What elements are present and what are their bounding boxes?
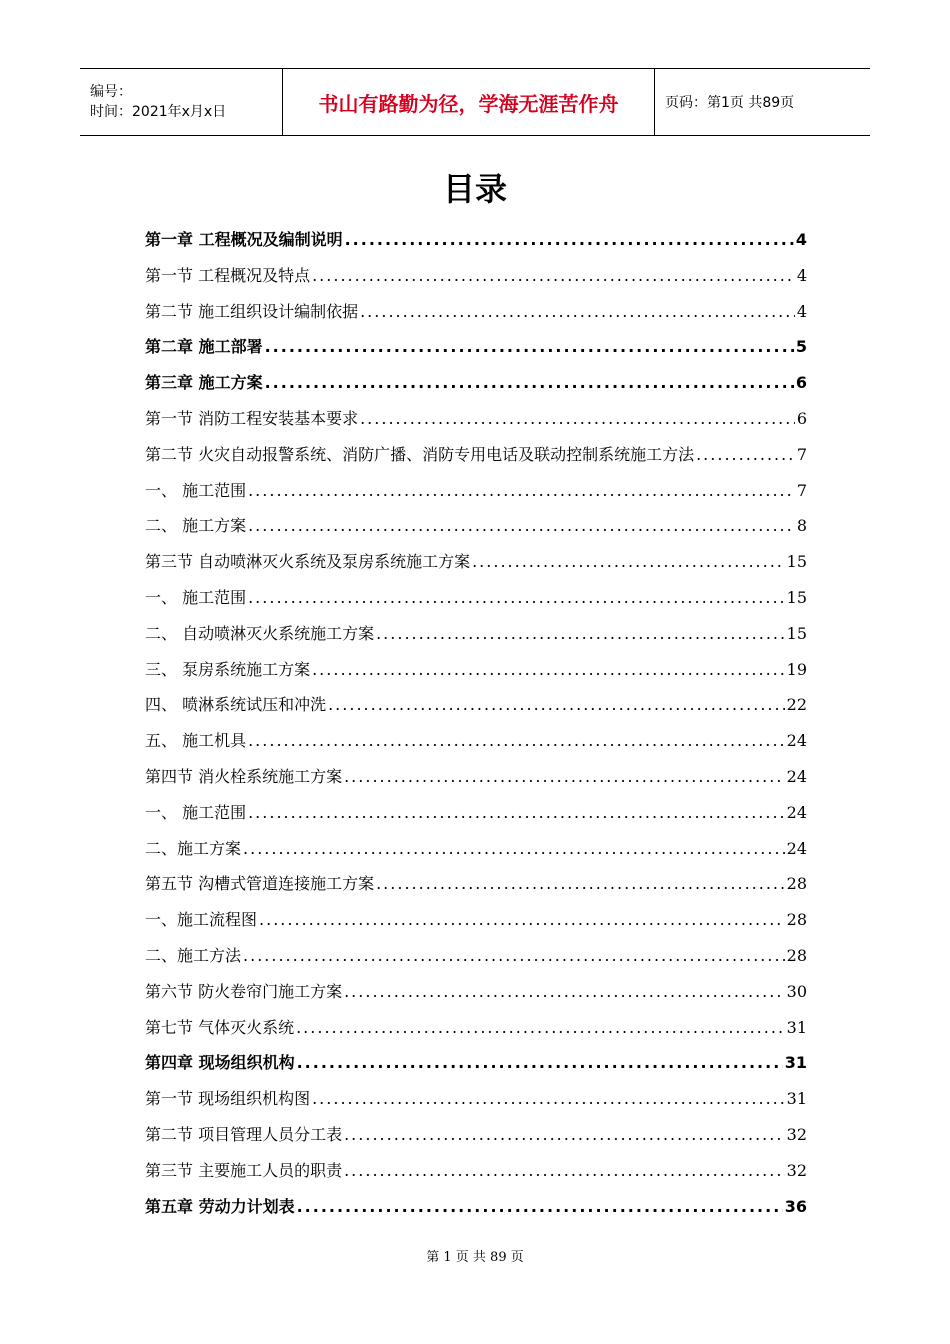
toc-entry-page: 24 — [786, 766, 807, 786]
toc-entry-page: 28 — [786, 910, 807, 930]
toc-entry[interactable] — [145, 222, 807, 258]
toc-leader-dots — [360, 294, 795, 330]
toc-entry[interactable] — [145, 831, 807, 867]
toc-entry[interactable] — [145, 508, 807, 544]
toc-entry-page: 32 — [786, 1124, 807, 1144]
document-code: 编号： — [90, 84, 132, 100]
toc-entry[interactable] — [145, 329, 807, 365]
toc-leader-dots — [696, 437, 795, 473]
toc-entry-label: 第三节 主要施工人员的职责 — [145, 1160, 343, 1180]
table-of-contents — [145, 222, 807, 1224]
toc-entry-page: 24 — [786, 802, 807, 822]
toc-leader-dots — [376, 866, 785, 902]
toc-entry-label: 第二节 项目管理人员分工表 — [145, 1124, 343, 1144]
toc-entry-page: 31 — [786, 1017, 807, 1037]
toc-leader-dots — [243, 938, 785, 974]
toc-leader-dots — [328, 687, 785, 723]
toc-entry[interactable] — [145, 1117, 807, 1153]
toc-entry-page: 5 — [795, 337, 807, 357]
toc-entry-page: 31 — [786, 1089, 807, 1109]
toc-entry[interactable] — [145, 938, 807, 974]
toc-entry-label: 第二节 施工组织设计编制依据 — [145, 301, 359, 321]
toc-entry-page: 4 — [796, 265, 807, 285]
toc-entry-page: 28 — [786, 874, 807, 894]
toc-entry-label: 三、 泵房系统施工方案 — [145, 659, 311, 679]
toc-entry-page: 32 — [786, 1160, 807, 1180]
toc-entry-page: 4 — [795, 230, 807, 249]
toc-leader-dots — [344, 1117, 785, 1153]
toc-entry[interactable] — [145, 1153, 807, 1189]
page-header — [80, 68, 870, 136]
toc-entry-label: 第四节 消火栓系统施工方案 — [145, 766, 343, 786]
toc-entry[interactable] — [145, 401, 807, 437]
toc-entry-page: 15 — [786, 623, 807, 643]
toc-entry[interactable] — [145, 687, 807, 723]
toc-leader-dots — [243, 831, 785, 867]
toc-entry[interactable] — [145, 759, 807, 795]
toc-entry-label: 第二节 火灾自动报警系统、消防广播、消防专用电话及联动控制系统施工方法 — [145, 444, 695, 464]
toc-entry-page: 28 — [786, 945, 807, 965]
document-time: 时间：2021年x月x日 — [90, 104, 227, 120]
toc-entry[interactable] — [145, 974, 807, 1010]
toc-entry-label: 五、 施工机具 — [145, 731, 247, 751]
header-page-info: 页码：第1页 共89页 — [665, 95, 795, 111]
toc-entry[interactable] — [145, 365, 807, 401]
toc-leader-dots — [296, 1010, 785, 1046]
toc-entry-label: 第三章 施工方案 — [145, 373, 263, 393]
toc-entry-page: 19 — [786, 659, 807, 679]
toc-entry-label: 第一章 工程概况及编制说明 — [145, 230, 343, 249]
toc-leader-dots — [297, 1045, 783, 1081]
toc-entry-label: 第一节 工程概况及特点 — [145, 265, 311, 285]
toc-entry-label: 二、 施工方案 — [145, 516, 247, 536]
toc-entry-page: 6 — [796, 408, 807, 428]
toc-entry-label: 第四章 现场组织机构 — [145, 1053, 295, 1073]
toc-entry-page: 15 — [786, 552, 807, 572]
toc-entry[interactable] — [145, 1189, 807, 1225]
toc-leader-dots — [360, 401, 795, 437]
toc-entry-page: 24 — [786, 731, 807, 751]
toc-leader-dots — [344, 974, 785, 1010]
toc-entry-page: 7 — [796, 444, 807, 464]
toc-leader-dots — [248, 473, 795, 509]
page-title: 目录 — [442, 170, 507, 208]
header-motto: 书山有路勤为径，学海无涯苦作舟 — [283, 69, 655, 135]
toc-entry[interactable] — [145, 580, 807, 616]
toc-entry[interactable] — [145, 1010, 807, 1046]
toc-entry-label: 第五章 劳动力计划表 — [145, 1196, 295, 1216]
toc-entry-label: 第一节 现场组织机构图 — [145, 1089, 311, 1109]
header-meta — [80, 69, 283, 135]
toc-leader-dots — [265, 365, 794, 401]
toc-entry-label: 第三节 自动喷淋灭火系统及泵房系统施工方案 — [145, 552, 471, 572]
toc-entry-label: 一、 施工范围 — [145, 587, 247, 607]
toc-entry[interactable] — [145, 258, 807, 294]
toc-entry[interactable] — [145, 902, 807, 938]
toc-leader-dots — [248, 508, 795, 544]
toc-entry[interactable] — [145, 616, 807, 652]
toc-entry-label: 一、 施工范围 — [145, 802, 247, 822]
toc-leader-dots — [312, 1081, 785, 1117]
toc-entry-label: 一、 施工范围 — [145, 480, 247, 500]
toc-leader-dots — [248, 580, 785, 616]
toc-entry-label: 二、施工方案 — [145, 838, 242, 858]
toc-entry[interactable] — [145, 652, 807, 688]
toc-entry-page: 8 — [796, 516, 807, 536]
toc-leader-dots — [376, 616, 785, 652]
toc-entry-page: 24 — [786, 838, 807, 858]
toc-leader-dots — [265, 329, 794, 365]
toc-leader-dots — [344, 1153, 785, 1189]
toc-leader-dots — [259, 902, 785, 938]
toc-leader-dots — [248, 795, 785, 831]
toc-entry-page: 6 — [795, 373, 807, 393]
toc-entry-label: 第二章 施工部署 — [145, 337, 263, 357]
toc-leader-dots — [345, 222, 794, 258]
toc-leader-dots — [344, 759, 785, 795]
toc-entry-label: 第七节 气体灭火系统 — [145, 1017, 295, 1037]
page-footer: 第 1 页 共 89 页 — [426, 1250, 524, 1265]
toc-entry[interactable] — [145, 437, 807, 473]
toc-entry-label: 二、施工方法 — [145, 945, 242, 965]
toc-entry-label: 二、 自动喷淋灭火系统施工方案 — [145, 623, 375, 643]
toc-entry-page: 22 — [786, 695, 807, 715]
toc-entry-page: 15 — [786, 587, 807, 607]
toc-entry-page: 7 — [796, 480, 807, 500]
toc-entry[interactable] — [145, 723, 807, 759]
toc-entry-page: 36 — [784, 1196, 807, 1216]
toc-entry[interactable] — [145, 866, 807, 902]
toc-leader-dots — [472, 544, 785, 580]
toc-leader-dots — [248, 723, 785, 759]
toc-entry[interactable] — [145, 473, 807, 509]
toc-entry-label: 一、施工流程图 — [145, 910, 258, 930]
toc-leader-dots — [312, 258, 795, 294]
toc-entry-label: 四、 喷淋系统试压和冲洗 — [145, 695, 327, 715]
toc-entry-label: 第六节 防火卷帘门施工方案 — [145, 981, 343, 1001]
toc-entry-page: 4 — [796, 301, 807, 321]
toc-entry-label: 第一节 消防工程安装基本要求 — [145, 408, 359, 428]
toc-entry-page: 30 — [786, 981, 807, 1001]
toc-entry[interactable] — [145, 1045, 807, 1081]
toc-leader-dots — [312, 652, 785, 688]
toc-entry[interactable] — [145, 544, 807, 580]
toc-entry-page: 31 — [784, 1053, 807, 1073]
toc-entry[interactable] — [145, 1081, 807, 1117]
toc-leader-dots — [297, 1189, 783, 1225]
toc-entry-label: 第五节 沟槽式管道连接施工方案 — [145, 874, 375, 894]
toc-entry[interactable] — [145, 795, 807, 831]
toc-entry[interactable] — [145, 294, 807, 330]
